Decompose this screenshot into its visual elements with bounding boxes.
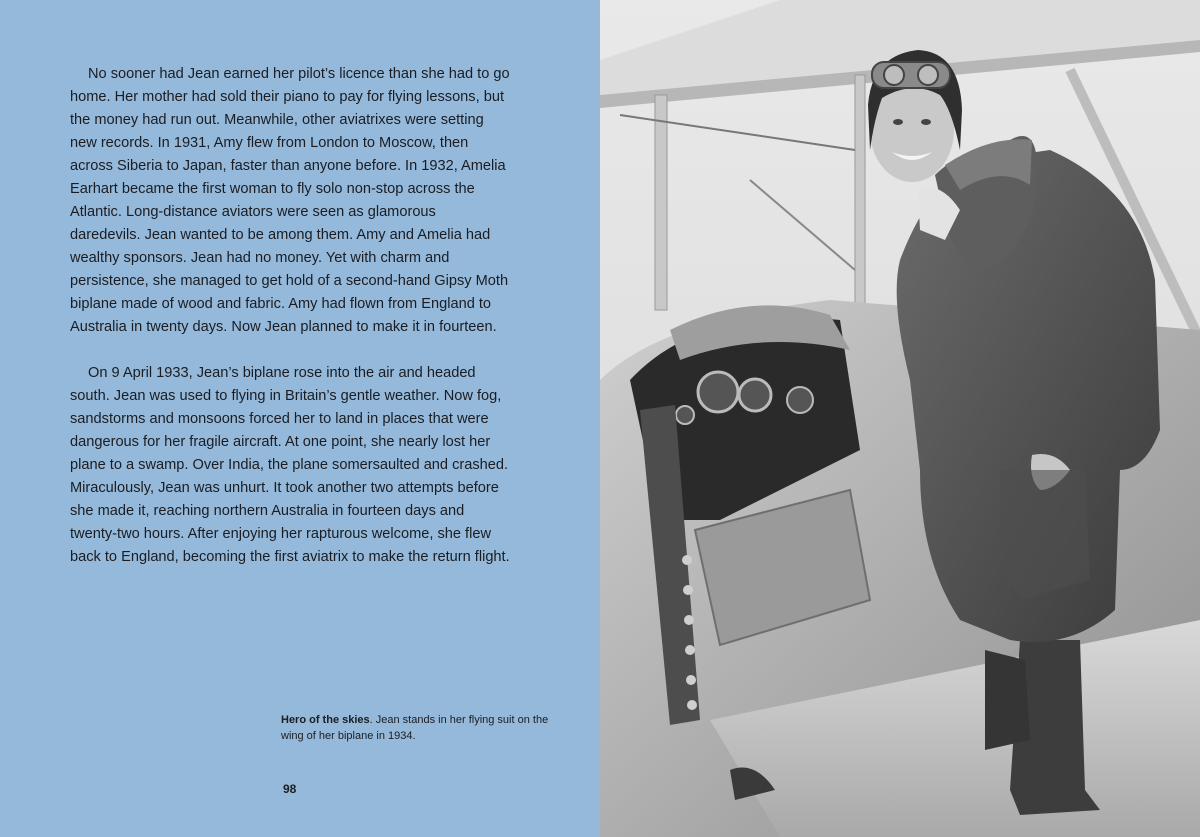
suit-pocket xyxy=(1000,470,1090,600)
instrument-dial-4 xyxy=(676,406,694,424)
instrument-dial-2 xyxy=(739,379,771,411)
boot-left xyxy=(985,650,1030,750)
eye-left xyxy=(893,119,903,125)
caption-title: Hero of the skies xyxy=(281,714,370,726)
goggles-icon xyxy=(872,62,950,88)
body-text xyxy=(70,63,510,569)
eye-right xyxy=(921,119,931,125)
instrument-dial-3 xyxy=(787,387,813,413)
wing-strut-middle xyxy=(855,75,865,305)
photo-aviatrix-biplane xyxy=(600,0,1200,837)
paragraph-1: No sooner had Jean earned her pilot’s licence than she had to go home. Her mother had sold their piano to pay for flying lessons, but the money had run out. Meanwhile, other aviatrixes were setting new records. In 1931, Amy flew from London to Moscow, then across Siberia to Japan, faster than anyone before. In 1932, Amelia Earhart became the first woman to fly solo non-stop across the Atlantic. Long-distance aviators were seen as glamorous daredevils. Jean wanted to be among them. Amy and Amelia had wealthy sponsors. Jean had no money. Yet with charm and persistence, she managed to get hold of a second-hand Gipsy Moth biplane made of wood and fabric. Amy had flown from England to Australia in twenty days. Now Jean planned to make it in fourteen. xyxy=(70,66,510,335)
wing-strut-left xyxy=(655,95,667,310)
instrument-dial-1 xyxy=(698,372,738,412)
page-number: 98 xyxy=(283,782,297,796)
caption-text: . Jean stands in her flying suit on the wing of her biplane in 1934. xyxy=(281,714,549,742)
right-page-photo xyxy=(600,0,1200,837)
photo-caption xyxy=(281,712,561,744)
paragraph-2: On 9 April 1933, Jean’s biplane rose into the air and headed south. Jean was used to flying in Britain’s gentle weather. Now fog, sandstorms and monsoons forced her to land in places that were dangerous for her fragile aircraft. At one point, she nearly lost her plane to a swamp. Over India, the plane somersaulted and crashed. Miraculously, Jean was unhurt. It took another two attempts before she made it, reaching northern Australia in fourteen days and twenty-two hours. After enjoying her rapturous welcome, she flew back to England, becoming the first aviatrix to make the return flight. xyxy=(70,365,510,565)
